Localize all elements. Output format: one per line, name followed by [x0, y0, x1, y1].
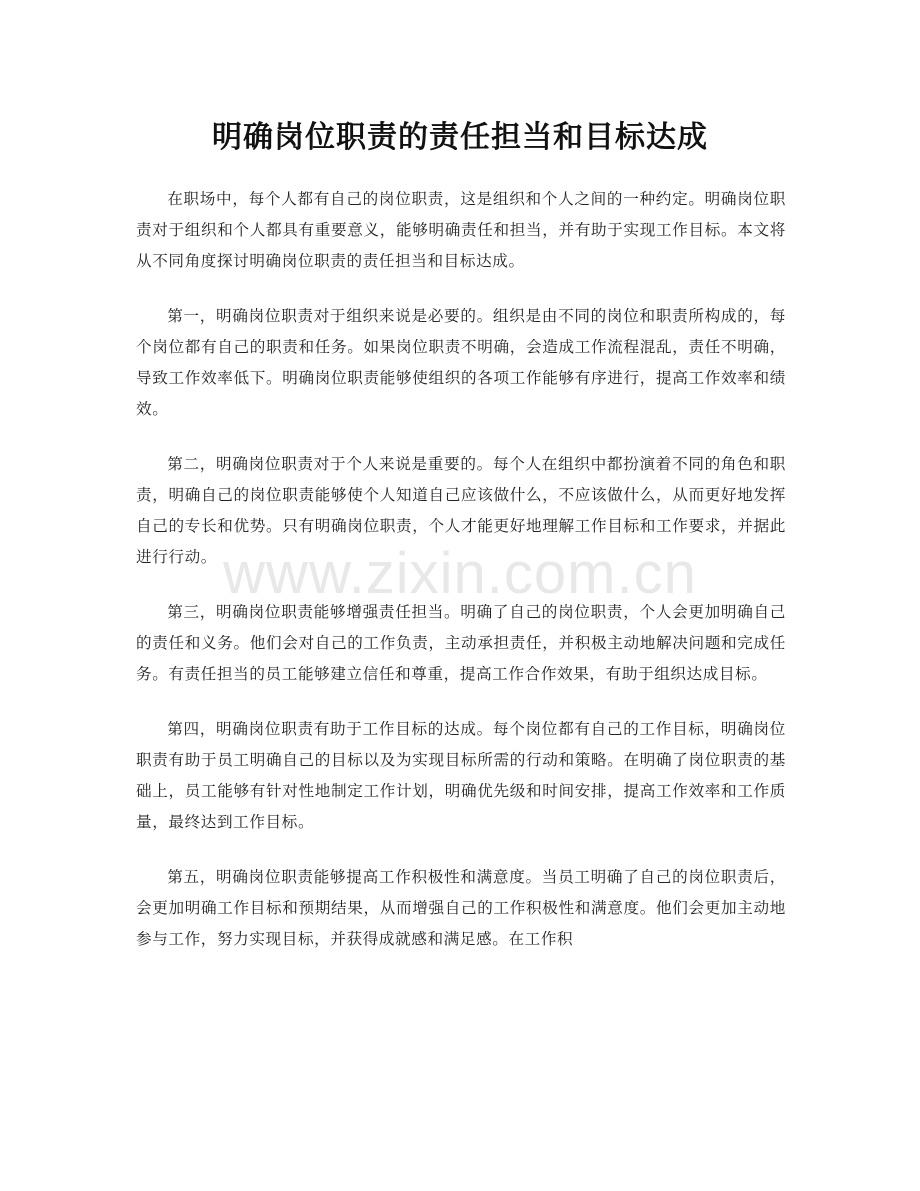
document-title: 明确岗位职责的责任担当和目标达成: [212, 120, 708, 155]
paragraph-fourth: 第四，明确岗位职责有助于工作目标的达成。每个岗位都有自己的工作目标，明确岗位职责有助于员工明确自己的目标以及为实现目标所需的行动和策略。在明确了岗位职责的基础上，员工能够有针对性地制定工作计划，明确优先级和时间安排，提高工作效率和工作质量，最终达到工作目标。: [136, 720, 786, 831]
document-body: [136, 184, 786, 979]
paragraph-intro: 在职场中，每个人都有自己的岗位职责，这是组织和个人之间的一种约定。明确岗位职责对于组织和个人都具有重要意义，能够明确责任和担当，并有助于实现工作目标。本文将从不同角度探讨明确岗位职责的责任担当和目标达成。: [136, 190, 786, 270]
paragraph-third: 第三，明确岗位职责能够增强责任担当。明确了自己的岗位职责，个人会更加明确自己的责任和义务。他们会对自己的工作负责，主动承担责任，并积极主动地解决问题和完成任务。有责任担当的员工能够建立信任和尊重，提高工作合作效果，有助于组织达成目标。: [136, 603, 786, 683]
paragraph-first: 第一，明确岗位职责对于组织来说是必要的。组织是由不同的岗位和职责所构成的，每个岗位都有自己的职责和任务。如果岗位职责不明确，会造成工作流程混乱，责任不明确，导致工作效率低下。明确岗位职责能够使组织的各项工作能够有序进行，提高工作效率和绩效。: [136, 307, 786, 418]
watermark: www.zixin.com.cn: [223, 541, 697, 606]
paragraph-second: 第二，明确岗位职责对于个人来说是重要的。每个人在组织中都扮演着不同的角色和职责，明确自己的岗位职责能够使个人知道自己应该做什么，不应该做什么，从而更好地发挥自己的专长和优势。只有明确岗位职责，个人才能更好地理解工作目标和工作要求，并据此进行行动。: [136, 455, 786, 566]
paragraph-fifth: 第五，明确岗位职责能够提高工作积极性和满意度。当员工明确了自己的岗位职责后，会更加明确工作目标和预期结果，从而增强自己的工作积极性和满意度。他们会更加主动地参与工作，努力实现目标，并获得成就感和满足感。在工作积: [136, 868, 786, 948]
